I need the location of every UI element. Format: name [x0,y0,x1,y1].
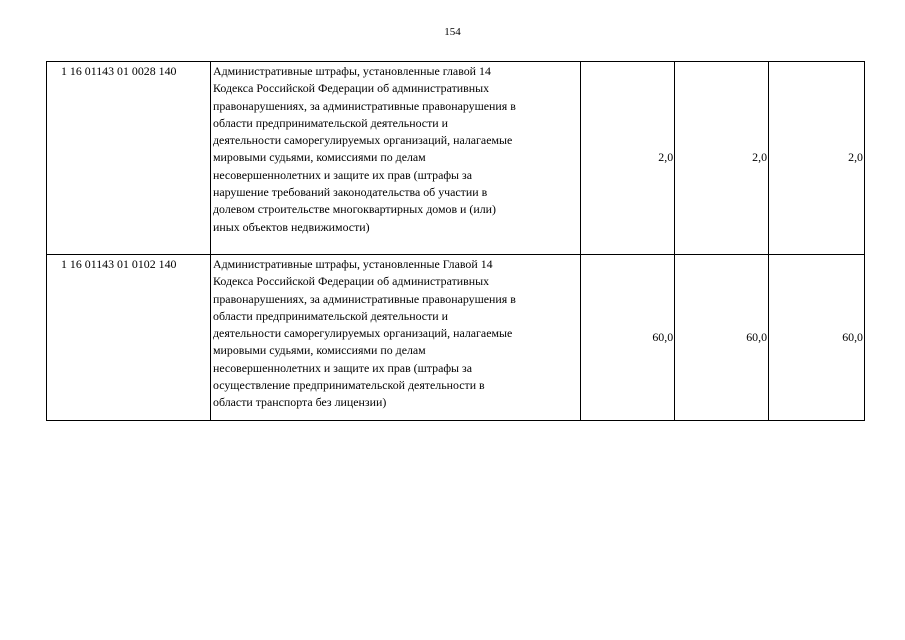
description-line: мировыми судьями, комиссиями по делам [213,150,426,165]
description-line: Кодекса Российской Федерации об административных [213,274,490,289]
value-cell-year-2: 60,0 [675,255,769,421]
value-cell-year-2: 2,0 [675,62,769,255]
description-line: Административные штрафы, установленные главой 14 [213,64,491,78]
description-line: деятельности саморегулируемых организаций, налагаемые [213,326,513,341]
description-cell [211,62,581,255]
value-cell-year-1: 60,0 [581,255,675,421]
budget-revenue-table [46,61,865,421]
description-line: осуществление предпринимательской деятельности в [213,378,485,393]
budget-code-cell [47,255,211,421]
description-cell [211,255,581,421]
page-number: 154 [444,26,461,38]
table-row [47,62,865,255]
value-cell-year-3: 60,0 [769,255,865,421]
budget-code-cell [47,62,211,255]
description-line: области транспорта без лицензии) [213,395,387,410]
table-row [47,255,865,421]
description-line: иных объектов недвижимости) [213,219,370,234]
description-line: правонарушениях, за административные правонарушения в [213,98,516,113]
budget-code: 1 16 01143 01 0028 140 [61,64,177,78]
budget-code: 1 16 01143 01 0102 140 [61,257,177,271]
value-cell-year-3: 2,0 [769,62,865,255]
description-line: Административные штрафы, установленные Главой 14 [213,257,493,271]
description-line: долевом строительстве многоквартирных домов и (или) [213,202,496,217]
description-line: Кодекса Российской Федерации об административных [213,81,490,96]
description-line: нарушение требований законодательства об участии в [213,185,488,200]
description-line: деятельности саморегулируемых организаций, налагаемые [213,133,513,148]
description-line: несовершеннолетних и защите их прав (штрафы за [213,167,472,182]
description-line: области предпринимательской деятельности и [213,308,448,323]
description-line: области предпринимательской деятельности и [213,115,448,130]
value-cell-year-1: 2,0 [581,62,675,255]
description-line: мировыми судьями, комиссиями по делам [213,343,426,358]
description-line: правонарушениях, за административные правонарушения в [213,291,516,306]
description-line: несовершеннолетних и защите их прав (штрафы за [213,360,472,375]
